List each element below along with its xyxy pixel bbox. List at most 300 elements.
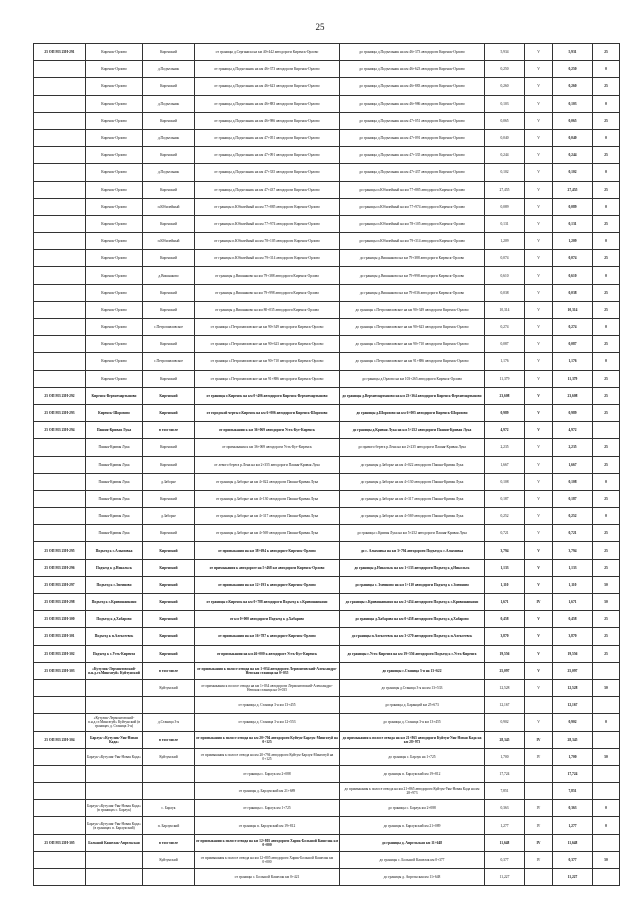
section-start-cell: от границы д. Станица 3-я км 12+553	[195, 714, 340, 731]
speed-limit-cell: 25	[593, 215, 620, 232]
section-start-cell: от примыкания к полосе отвода на км 1+034 автодороги Лермонтовский-Александро-Невская станица на 0+035	[195, 662, 340, 679]
section-end-cell: до границы д.Подъельник на км 47+335 автодороги Киренск-Орлово	[340, 147, 485, 164]
section-end-cell: до границы д. Станица 3-я км 13+455	[340, 714, 485, 731]
category-cell	[525, 765, 553, 782]
municipality-cell: Киренский	[143, 456, 195, 473]
road-code-cell	[34, 250, 86, 267]
total-length-cell: 11,227	[553, 869, 593, 886]
length-cell: 4,972	[485, 422, 525, 439]
section-end-cell: до с. Алымовка на км 3+794 автодороги Подъезд к с.Алымовка	[340, 542, 485, 559]
municipality-cell: д.Подъельник	[143, 95, 195, 112]
municipality-cell: Куйтунский	[143, 679, 195, 696]
table-row	[34, 61, 620, 78]
road-code-cell	[34, 319, 86, 336]
road-code-cell: 25 ОП МЗ 25Н-294	[34, 422, 86, 439]
road-code-cell	[34, 164, 86, 181]
speed-limit-cell: 0	[593, 129, 620, 146]
total-length-cell: 5,931	[553, 44, 593, 61]
section-start-cell: от примыкания на км 46+000 к автодороге Усть-Кут-Киренск	[195, 645, 340, 662]
municipality-cell	[143, 697, 195, 714]
speed-limit-cell: 25	[593, 147, 620, 164]
table-row	[34, 370, 620, 387]
road-name-cell: Пашня-Кривая Лука	[86, 439, 143, 456]
category-cell: V	[525, 679, 553, 696]
category-cell: V	[525, 490, 553, 507]
road-name-cell: Киренск-Орлово	[86, 319, 143, 336]
road-code-cell	[34, 147, 86, 164]
table-row	[34, 439, 620, 456]
category-cell: IV	[525, 731, 553, 748]
length-cell: 27,455	[485, 181, 525, 198]
total-length-cell: 0,065	[553, 112, 593, 129]
category-cell: V	[525, 44, 553, 61]
category-cell: V	[525, 250, 553, 267]
road-code-cell	[34, 284, 86, 301]
speed-limit-cell: 25	[593, 370, 620, 387]
total-length-cell: 0,244	[553, 147, 593, 164]
length-cell: 0,102	[485, 164, 525, 181]
table-row	[34, 422, 620, 439]
municipality-cell: в том числе	[143, 834, 195, 851]
length-cell: 0,187	[485, 490, 525, 507]
length-cell: 0,721	[485, 525, 525, 542]
road-name-cell	[86, 851, 143, 868]
length-cell: 0,065	[485, 112, 525, 129]
section-end-cell: до границы д.Заборье на км 4+569 автодороги Пашня-Кривая Лука	[340, 508, 485, 525]
total-length-cell: 0,458	[553, 611, 593, 628]
length-cell: 5,934	[485, 44, 525, 61]
road-name-cell: Киренск-Шорохово	[86, 404, 143, 421]
road-code-cell	[34, 765, 86, 782]
section-end-cell: до границы с.Петропавловское на км 90+349 автодороги Киренск-Орлово	[340, 301, 485, 318]
length-cell: 11,227	[485, 869, 525, 886]
total-length-cell: 1,671	[553, 594, 593, 611]
section-start-cell: от границы п. Барлукский км 19+812	[195, 817, 340, 834]
road-name-cell: Барлук-«Кутулик-Уян-Новая Када» (в границах п. Барлукский)	[86, 817, 143, 834]
road-name-cell: Киренск-Орлово	[86, 233, 143, 250]
category-cell: V	[525, 576, 553, 593]
length-cell: 11,379	[485, 370, 525, 387]
length-cell: 0,087	[485, 336, 525, 353]
length-cell: 1,209	[485, 233, 525, 250]
length-cell: 0,038	[485, 284, 525, 301]
road-name-cell: Киренск-Орлово	[86, 164, 143, 181]
road-code-cell	[34, 61, 86, 78]
section-end-cell: до границы д.Орлово на км 103+265 автодороги Киренск-Орлово	[340, 370, 485, 387]
municipality-cell: Киренский	[143, 525, 195, 542]
municipality-cell: Киренский	[143, 490, 195, 507]
length-cell: 0,131	[485, 215, 525, 232]
category-cell: IV	[525, 748, 553, 765]
section-end-cell: до границы с.Усть-Киренга на км 19+556 автодороги Подъезд к с.Усть-Киренга	[340, 645, 485, 662]
table-row	[34, 250, 620, 267]
road-code-cell	[34, 800, 86, 817]
road-code-cell	[34, 336, 86, 353]
total-length-cell: 0,103	[553, 95, 593, 112]
municipality-cell: Киренский	[143, 611, 195, 628]
table-row	[34, 473, 620, 490]
road-name-cell: Киренск-Орлово	[86, 78, 143, 95]
road-name-cell: Пашня-Кривая Лука	[86, 422, 143, 439]
category-cell: V	[525, 542, 553, 559]
section-start-cell: от границы г.Киренск на км 0+406 автодороги Киренск-Верхнемартыново	[195, 387, 340, 404]
length-cell: 1,671	[485, 594, 525, 611]
length-cell: 1,667	[485, 456, 525, 473]
length-cell: 12,528	[485, 679, 525, 696]
category-cell: V	[525, 164, 553, 181]
road-name-cell: Киренск-Орлово	[86, 301, 143, 318]
table-row	[34, 147, 620, 164]
length-cell: 0,610	[485, 267, 525, 284]
total-length-cell: 1,667	[553, 456, 593, 473]
road-code-cell	[34, 851, 86, 868]
section-end-cell: до границы д.Кривая Лука на км 5+252 автодороги Пашня-Кривая Лука	[340, 422, 485, 439]
category-cell: IV	[525, 800, 553, 817]
municipality-cell: Киренский	[143, 576, 195, 593]
road-code-cell	[34, 714, 86, 731]
length-cell: 0,089	[485, 198, 525, 215]
total-length-cell: 0,260	[553, 78, 593, 95]
road-code-cell	[34, 869, 86, 886]
section-start-cell: от границы д.Подъельник на км 46+883 автодороги Киренск-Орлово	[195, 95, 340, 112]
municipality-cell: п.Юбилейный	[143, 233, 195, 250]
category-cell: V	[525, 215, 553, 232]
length-cell: 0,252	[485, 508, 525, 525]
length-cell: 0,458	[485, 611, 525, 628]
section-end-cell: до границы с. Барлук км 2+088	[340, 800, 485, 817]
speed-limit-cell: 25	[593, 525, 620, 542]
table-row	[34, 645, 620, 662]
total-length-cell: 7,851	[553, 783, 593, 800]
road-code-cell	[34, 817, 86, 834]
table-row	[34, 697, 620, 714]
speed-limit-cell: 0	[593, 233, 620, 250]
section-end-cell: до границы д.Подъельник на км 46+883 автодороги Киренск-Орлово	[340, 78, 485, 95]
category-cell	[525, 869, 553, 886]
section-start-cell: от границы п.Юбилейный на км 77+974 автодороги Киренск-Орлово	[195, 215, 340, 232]
municipality-cell: Киренский	[143, 284, 195, 301]
municipality-cell: д.Заборье	[143, 473, 195, 490]
section-end-cell: до границы д.Станица 3-я на км 13+533	[340, 679, 485, 696]
road-name-cell: Киренск-Орлово	[86, 198, 143, 215]
total-length-cell: 0,089	[553, 198, 593, 215]
road-code-cell: 25 ОП МЗ 25Н-305	[34, 834, 86, 851]
road-name-cell: Киренск-Орлово	[86, 250, 143, 267]
municipality-cell: Киренский	[143, 301, 195, 318]
road-name-cell: «Кутулик-Лермонтовский-п.н.д.ст.Мингатуй» Куйтунский (в границах д. Станица 3-я)	[86, 714, 143, 731]
table-row	[34, 576, 620, 593]
category-cell: V	[525, 336, 553, 353]
table-row	[34, 748, 620, 765]
total-length-cell: 0,274	[553, 319, 593, 336]
page-number: 25	[315, 22, 325, 32]
section-start-cell: от границы г.Киренск на км 0+788 автодороги Подъезд к с.Кривошапкино	[195, 594, 340, 611]
section-end-cell: до границы д.Верхнемартыново на км 23+364 автодороги Киренск-Верхнемартыново	[340, 387, 485, 404]
road-code-cell	[34, 215, 86, 232]
section-end-cell: до границы п. Барлукский км 19+812	[340, 765, 485, 782]
total-length-cell: 1,110	[553, 576, 593, 593]
section-end-cell: до границы д.Никольск на км 1+133 автодороги Подъезд к д.Никольск	[340, 559, 485, 576]
road-name-cell: Подъезд к п.Алексеевск	[86, 628, 143, 645]
road-name-cell	[86, 765, 143, 782]
length-cell: 0,363	[485, 800, 525, 817]
road-code-cell	[34, 748, 86, 765]
road-name-cell: Киренск-Орлово	[86, 129, 143, 146]
speed-limit-cell: 50	[593, 748, 620, 765]
table-row	[34, 714, 620, 731]
length-cell: 25,097	[485, 662, 525, 679]
section-start-cell: от границы д.Подъельник на км 46+373 автодороги Киренск-Орлово	[195, 61, 340, 78]
total-length-cell: 11,648	[553, 834, 593, 851]
speed-limit-cell: 25	[593, 628, 620, 645]
length-cell: 10,314	[485, 301, 525, 318]
speed-limit-cell: 0	[593, 353, 620, 370]
road-code-cell: 25 ОП МЗ 25Н-300	[34, 611, 86, 628]
table-row	[34, 319, 620, 336]
road-name-cell: Пашня-Кривая Лука	[86, 490, 143, 507]
table-row	[34, 559, 620, 576]
section-start-cell: от границы д.Подъельник на км 46+986 автодороги Киренск-Орлово	[195, 112, 340, 129]
speed-limit-cell: 0	[593, 800, 620, 817]
section-start-cell: от границы д.Подъельник на км 47+051 автодороги Киренск-Орлово	[195, 129, 340, 146]
speed-limit-cell: 0	[593, 198, 620, 215]
road-name-cell: Киренск-Орлово	[86, 336, 143, 353]
road-name-cell: Подъезд к с.Алымовка	[86, 542, 143, 559]
section-end-cell: до границы с. Барлук на 1+725	[340, 748, 485, 765]
municipality-cell: Куйтунский	[143, 851, 195, 868]
section-start-cell: от примыкания к км 36+069 автодороги Усть-Кут-Киренск	[195, 422, 340, 439]
municipality-cell: д.Подъельник	[143, 164, 195, 181]
road-code-cell: 25 ОП МЗ 25Н-291	[34, 44, 86, 61]
table-row	[34, 44, 620, 61]
speed-limit-cell: 25	[593, 611, 620, 628]
category-cell: V	[525, 370, 553, 387]
total-length-cell: 0,252	[553, 508, 593, 525]
table-row	[34, 215, 620, 232]
table-row	[34, 284, 620, 301]
road-name-cell: Барлук-«Кутулик-Уян-Новая Када»	[86, 748, 143, 765]
table-row	[34, 817, 620, 834]
road-code-cell	[34, 95, 86, 112]
total-length-cell: 1,209	[553, 233, 593, 250]
total-length-cell: 19,556	[553, 645, 593, 662]
speed-limit-cell: 25	[593, 559, 620, 576]
section-end-cell: до границы д.Подъельник на км 46+373 автодороги Киренск-Орлово	[340, 44, 485, 61]
road-name-cell	[86, 869, 143, 886]
speed-limit-cell: 25	[593, 112, 620, 129]
municipality-cell: Киренский	[143, 112, 195, 129]
table-row	[34, 869, 620, 886]
length-cell: 0,274	[485, 319, 525, 336]
road-name-cell: Киренск-Орлово	[86, 267, 143, 284]
section-start-cell: от границы п.Юбилейный на км 77+885 автодороги Киренск-Орлово	[195, 198, 340, 215]
section-end-cell: до границы д.Шорохово на км 6+005 автодороги Киренск-Шорохово	[340, 404, 485, 421]
total-length-cell: 0,038	[553, 284, 593, 301]
category-cell: V	[525, 628, 553, 645]
road-code-cell	[34, 679, 86, 696]
table-row	[34, 267, 620, 284]
road-code-cell: 25 ОП МЗ 25Н-295	[34, 542, 86, 559]
municipality-cell: в том числе	[143, 422, 195, 439]
section-start-cell: от левого берега р.Лена на км 2+355 автодороги Пашня-Кривая Лука	[195, 456, 340, 473]
road-code-cell	[34, 353, 86, 370]
speed-limit-cell: 25	[593, 645, 620, 662]
speed-limit-cell: 50	[593, 576, 620, 593]
speed-limit-cell: 0	[593, 319, 620, 336]
road-name-cell: Киренск-Орлово	[86, 95, 143, 112]
section-end-cell: до границы д. Апрельская км 11+648	[340, 869, 485, 886]
municipality-cell	[143, 869, 195, 886]
length-cell: 0,108	[485, 473, 525, 490]
road-name-cell: Киренск-Орлово	[86, 44, 143, 61]
road-name-cell: Подъезд к д.Никольск	[86, 559, 143, 576]
table-row	[34, 301, 620, 318]
category-cell: IV	[525, 834, 553, 851]
road-name-cell	[86, 679, 143, 696]
category-cell: V	[525, 198, 553, 215]
section-start-cell: от границы д.Вишняково на км 80+035 автодороги Киренск-Орлово	[195, 301, 340, 318]
length-cell: 1,176	[485, 353, 525, 370]
municipality-cell: д.Подъельник	[143, 129, 195, 146]
table-row	[34, 851, 620, 868]
length-cell: 12,167	[485, 697, 525, 714]
section-end-cell: до границы д.Заборье на км 4+317 автодороги Пашня-Кривая Лука	[340, 490, 485, 507]
road-code-cell	[34, 473, 86, 490]
category-cell: V	[525, 78, 553, 95]
municipality-cell: п.Юбилейный	[143, 198, 195, 215]
road-code-cell	[34, 456, 86, 473]
section-end-cell: до границы п. Барлукский км 21+089	[340, 817, 485, 834]
speed-limit-cell: 25	[593, 490, 620, 507]
road-code-cell	[34, 783, 86, 800]
section-start-cell: от границы с.Петропавловское на км 90+710 автодороги Киренск-Орлово	[195, 353, 340, 370]
category-cell: V	[525, 284, 553, 301]
section-start-cell: от границы д.Подъельник на км 47+437 автодороги Киренск-Орлово	[195, 181, 340, 198]
section-end-cell: до границы с.Петропавловское на км 90+710 автодороги Киренск-Орлово	[340, 336, 485, 353]
road-name-cell: «Кутулик-Лермонтовский-п.н.д.ст.Мингатуй» Куйтунский	[86, 662, 143, 679]
road-code-cell	[34, 525, 86, 542]
section-start-cell: от границы д.Вишняково на км 79+388 автодороги Киренск-Орлово	[195, 267, 340, 284]
length-cell: 28,345	[485, 731, 525, 748]
municipality-cell: д.Станица 3-я	[143, 714, 195, 731]
category-cell: V	[525, 439, 553, 456]
category-cell: V	[525, 61, 553, 78]
category-cell: V	[525, 611, 553, 628]
speed-limit-cell: 0	[593, 61, 620, 78]
road-code-cell: 25 ОП МЗ 25Н-293	[34, 404, 86, 421]
category-cell: V	[525, 645, 553, 662]
speed-limit-cell	[593, 731, 620, 748]
speed-limit-cell: 0	[593, 267, 620, 284]
road-name-cell: Большой Кашелак-Апрельская	[86, 834, 143, 851]
section-start-cell: от границы д.Заборье на км 4+569 автодороги Пашня-Кривая Лука	[195, 525, 340, 542]
total-length-cell: 23,608	[553, 387, 593, 404]
road-name-cell: Киренск-Орлово	[86, 181, 143, 198]
length-cell: 1,700	[485, 748, 525, 765]
table-row	[34, 662, 620, 679]
road-code-cell: 25 ОП МЗ 25Н-292	[34, 387, 86, 404]
table-row	[34, 95, 620, 112]
table-row	[34, 164, 620, 181]
total-length-cell: 12,528	[553, 679, 593, 696]
road-code-cell: 25 ОП МЗ 25Н-303	[34, 662, 86, 679]
municipality-cell: п. Барлукский	[143, 817, 195, 834]
total-length-cell: 27,455	[553, 181, 593, 198]
total-length-cell: 0,250	[553, 61, 593, 78]
length-cell: 11,648	[485, 834, 525, 851]
road-name-cell: Киренск-Орлово	[86, 370, 143, 387]
road-code-cell: 25 ОП МЗ 25Н-296	[34, 559, 86, 576]
section-end-cell: до границы с.Петропавловское на км 90+623 автодороги Киренск-Орлово	[340, 319, 485, 336]
table-row	[34, 404, 620, 421]
municipality-cell: Киренский	[143, 559, 195, 576]
section-start-cell: от границы п.Юбилейный на км 78+105 автодороги Киренск-Орлово	[195, 233, 340, 250]
total-length-cell: 2,235	[553, 439, 593, 456]
section-start-cell: от примыкания на км 12+193 к автодороге Киренск-Орлово	[195, 576, 340, 593]
length-cell: 1,277	[485, 817, 525, 834]
total-length-cell: 0,131	[553, 215, 593, 232]
category-cell: IV	[525, 851, 553, 868]
road-name-cell: Подъезд к с.Змеиново	[86, 576, 143, 593]
table-row	[34, 508, 620, 525]
table-row	[34, 181, 620, 198]
municipality-cell: Киренский	[143, 439, 195, 456]
section-end-cell: до правого берега р.Лена на км 2+235 автодороги Пашня-Кривая Лука	[340, 439, 485, 456]
municipality-cell: Киренский	[143, 44, 195, 61]
table-row	[34, 765, 620, 782]
table-row	[34, 129, 620, 146]
road-name-cell: Пашня-Кривая Лука	[86, 525, 143, 542]
category-cell: V	[525, 129, 553, 146]
municipality-cell: д.Заборье	[143, 508, 195, 525]
table-row	[34, 594, 620, 611]
total-length-cell: 3,794	[553, 542, 593, 559]
municipality-cell	[143, 765, 195, 782]
total-length-cell: 0,040	[553, 129, 593, 146]
road-name-cell: Киренск-Орлово	[86, 284, 143, 301]
speed-limit-cell: 0	[593, 714, 620, 731]
section-end-cell: до примыкания к полосе отвода на км 21+865 автодороги Куйтун-Уян-Новая Када на км 28+973	[340, 731, 485, 748]
section-end-cell: до границы д.Хабарово на км 0+458 автодороги Подъезд к д.Хабарово	[340, 611, 485, 628]
road-code-cell: 25 ОП МЗ 25Н-302	[34, 645, 86, 662]
section-end-cell: до границы д.Заборье на км 4+022 автодороги Пашня-Кривая Лука	[340, 456, 485, 473]
length-cell: 0,244	[485, 147, 525, 164]
length-cell: 1,110	[485, 576, 525, 593]
section-start-cell: от примыкания к полосе отвода на км 12+805 автодороги Харик-Большой Кашелак км 0+000	[195, 834, 340, 851]
length-cell: 19,556	[485, 645, 525, 662]
section-start-cell: от границы д.Заборье на км 4+317 автодороги Пашня-Кривая Лука	[195, 508, 340, 525]
category-cell: IV	[525, 594, 553, 611]
section-start-cell: от границы д.Серганиха на км 40+442 автодороги Киренск-Орлово	[195, 44, 340, 61]
municipality-cell: в том числе	[143, 731, 195, 748]
length-cell: 1,133	[485, 559, 525, 576]
length-cell: 0,989	[485, 404, 525, 421]
road-code-cell: 25 ОП МЗ 25Н-298	[34, 594, 86, 611]
speed-limit-cell	[593, 834, 620, 851]
speed-limit-cell: 25	[593, 181, 620, 198]
section-start-cell: от границы с. Большой Кашелак км 0+421	[195, 869, 340, 886]
section-end-cell: до границы д.Подъельник на км 47+437 автодороги Киренск-Орлово	[340, 164, 485, 181]
length-cell: 3,870	[485, 628, 525, 645]
speed-limit-cell: 25	[593, 44, 620, 61]
speed-limit-cell: 25	[593, 439, 620, 456]
table-row	[34, 611, 620, 628]
municipality-cell: д.Подъельник	[143, 61, 195, 78]
section-start-cell: от примыкания к км 36+069 автодороги Усть-Кут-Киренск	[195, 439, 340, 456]
category-cell: V	[525, 301, 553, 318]
road-code-cell	[34, 370, 86, 387]
length-cell: 0,074	[485, 250, 525, 267]
